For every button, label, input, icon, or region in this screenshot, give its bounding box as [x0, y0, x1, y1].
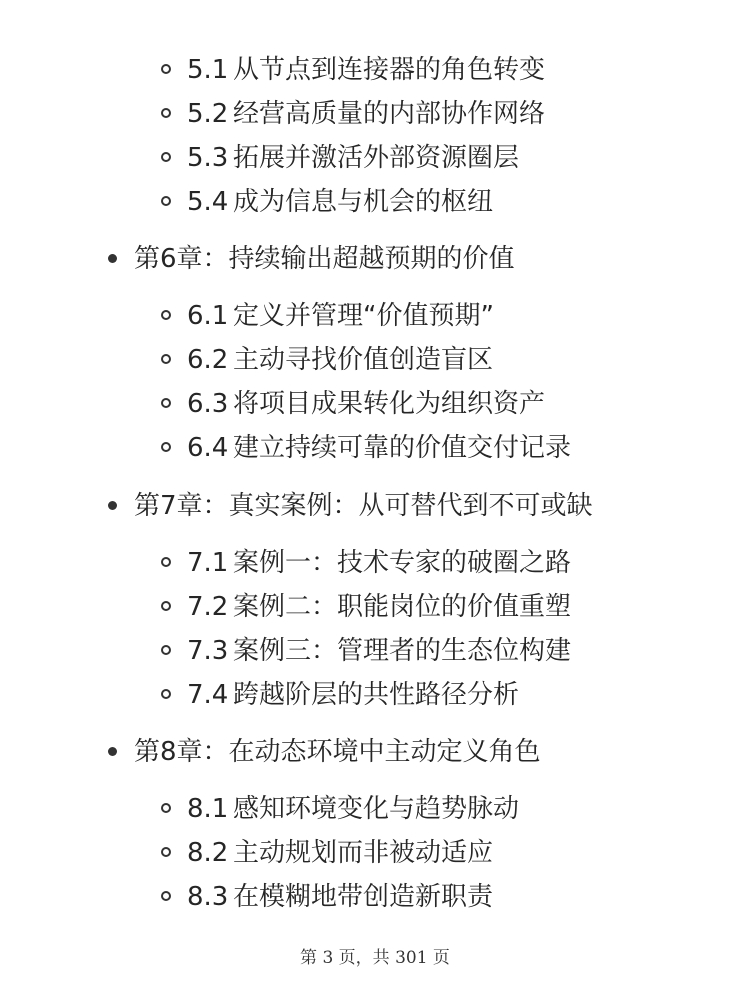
section-title: 定义并管理“价值预期”: [233, 301, 494, 331]
section-number: 7.1: [187, 548, 229, 578]
section-title: 从节点到连接器的角色转变: [233, 55, 546, 85]
section-number: 7.4: [187, 680, 229, 710]
solid-bullet-icon: [108, 747, 117, 756]
section-number: 8.3: [187, 882, 229, 912]
section-number: 6.2: [187, 345, 229, 375]
hollow-bullet-icon: [161, 557, 171, 567]
chapter-title: 第7章：真实案例：从可替代到不可或缺: [134, 491, 593, 521]
section-number: 6.4: [187, 433, 229, 463]
section-title: 建立持续可靠的价值交付记录: [233, 433, 572, 463]
section-title: 成为信息与机会的枢纽: [233, 187, 494, 217]
section-title: 案例二：职能岗位的价值重塑: [233, 592, 572, 622]
section-number: 7.2: [187, 592, 229, 622]
section-number: 7.3: [187, 636, 229, 666]
section-title: 将项目成果转化为组织资产: [233, 389, 546, 419]
solid-bullet-icon: [108, 501, 117, 510]
hollow-bullet-icon: [161, 354, 171, 364]
hollow-bullet-icon: [161, 196, 171, 206]
section-number: 5.3: [187, 143, 229, 173]
hollow-bullet-icon: [161, 310, 171, 320]
section-title: 主动规划而非被动适应: [233, 838, 494, 868]
section-title: 在模糊地带创造新职责: [233, 882, 494, 912]
hollow-bullet-icon: [161, 645, 171, 655]
section-number: 5.2: [187, 99, 229, 129]
hollow-bullet-icon: [161, 442, 171, 452]
hollow-bullet-icon: [161, 601, 171, 611]
hollow-bullet-icon: [161, 891, 171, 901]
hollow-bullet-icon: [161, 689, 171, 699]
section-title: 拓展并激活外部资源圈层: [233, 143, 520, 173]
hollow-bullet-icon: [161, 847, 171, 857]
section-title: 案例三：管理者的生态位构建: [233, 636, 572, 666]
section-title: 案例一：技术专家的破圈之路: [233, 548, 572, 578]
section-number: 5.1: [187, 55, 229, 85]
chapter-title: 第6章：持续输出超越预期的价值: [134, 244, 515, 274]
section-number: 8.1: [187, 794, 229, 824]
page-number-footer: 第 3 页，共 301 页: [300, 948, 450, 968]
section-title: 经营高质量的内部协作网络: [233, 99, 546, 129]
hollow-bullet-icon: [161, 803, 171, 813]
section-number: 6.3: [187, 389, 229, 419]
chapter-title: 第8章：在动态环境中主动定义角色: [134, 737, 541, 767]
section-number: 5.4: [187, 187, 229, 217]
hollow-bullet-icon: [161, 398, 171, 408]
section-number: 6.1: [187, 301, 229, 331]
hollow-bullet-icon: [161, 108, 171, 118]
section-title: 主动寻找价值创造盲区: [233, 345, 494, 375]
hollow-bullet-icon: [161, 152, 171, 162]
hollow-bullet-icon: [161, 64, 171, 74]
section-title: 跨越阶层的共性路径分析: [233, 680, 520, 710]
section-title: 感知环境变化与趋势脉动: [233, 794, 520, 824]
solid-bullet-icon: [108, 254, 117, 263]
section-number: 8.2: [187, 838, 229, 868]
